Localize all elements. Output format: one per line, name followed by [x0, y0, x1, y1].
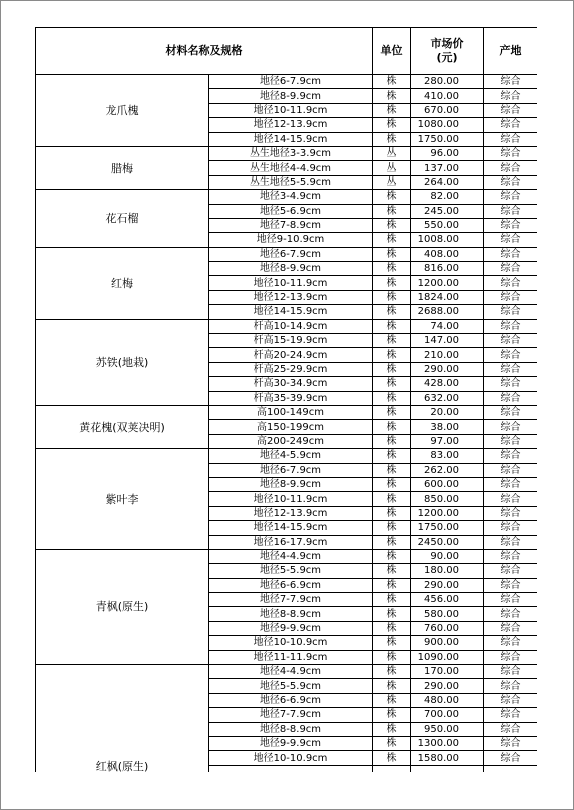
origin-cell: 综合: [484, 434, 538, 448]
spec-cell: 地径5-5.9cm: [209, 564, 373, 578]
unit-cell: 株: [373, 405, 411, 419]
empty-cell: [209, 765, 373, 772]
table-body: [36, 75, 538, 773]
material-name-cell: 红梅: [36, 247, 209, 319]
origin-cell: 综合: [484, 161, 538, 175]
price-cell: 1750.00: [411, 132, 484, 146]
price-sheet: [35, 27, 537, 772]
table-row: [36, 190, 538, 204]
unit-cell: 株: [373, 75, 411, 89]
spec-cell: 丛生地径3-3.9cm: [209, 146, 373, 160]
origin-cell: 综合: [484, 736, 538, 750]
spec-cell: 地径6-6.9cm: [209, 693, 373, 707]
spec-cell: 高200-249cm: [209, 434, 373, 448]
spec-cell: 地径16-17.9cm: [209, 535, 373, 549]
origin-cell: 综合: [484, 679, 538, 693]
spec-cell: 地径10-11.9cm: [209, 492, 373, 506]
spec-cell: 高150-199cm: [209, 420, 373, 434]
origin-cell: 综合: [484, 305, 538, 319]
unit-cell: 株: [373, 377, 411, 391]
table-row: [36, 549, 538, 563]
header-price-line1: 市场价: [430, 37, 464, 50]
spec-cell: 地径10-11.9cm: [209, 103, 373, 117]
origin-cell: 综合: [484, 132, 538, 146]
price-cell: 480.00: [411, 693, 484, 707]
table-row: [36, 247, 538, 261]
price-cell: 97.00: [411, 434, 484, 448]
unit-cell: 株: [373, 190, 411, 204]
origin-cell: 综合: [484, 276, 538, 290]
price-cell: 96.00: [411, 146, 484, 160]
price-cell: 550.00: [411, 218, 484, 232]
price-cell: 20.00: [411, 405, 484, 419]
unit-cell: 株: [373, 305, 411, 319]
unit-cell: 株: [373, 319, 411, 333]
material-name-cell: 红枫(原生): [36, 665, 209, 772]
origin-cell: 综合: [484, 708, 538, 722]
material-name-cell: 腊梅: [36, 146, 209, 189]
origin-cell: 综合: [484, 535, 538, 549]
price-cell: 1580.00: [411, 751, 484, 765]
spec-cell: 地径11-11.9cm: [209, 650, 373, 664]
price-cell: 760.00: [411, 621, 484, 635]
price-cell: 290.00: [411, 679, 484, 693]
unit-cell: 株: [373, 477, 411, 491]
table-row: [36, 405, 538, 419]
unit-cell: 株: [373, 578, 411, 592]
unit-cell: 株: [373, 636, 411, 650]
price-cell: 428.00: [411, 377, 484, 391]
origin-cell: 综合: [484, 578, 538, 592]
unit-cell: 丛: [373, 146, 411, 160]
unit-cell: 株: [373, 665, 411, 679]
price-cell: 1300.00: [411, 736, 484, 750]
empty-cell: [484, 765, 538, 772]
origin-cell: 综合: [484, 405, 538, 419]
unit-cell: 株: [373, 118, 411, 132]
table-header-row: [36, 28, 538, 75]
origin-cell: 综合: [484, 506, 538, 520]
origin-cell: 综合: [484, 247, 538, 261]
spec-cell: 地径4-5.9cm: [209, 449, 373, 463]
price-cell: 1008.00: [411, 233, 484, 247]
price-cell: 264.00: [411, 175, 484, 189]
unit-cell: 株: [373, 391, 411, 405]
unit-cell: 株: [373, 535, 411, 549]
unit-cell: 株: [373, 693, 411, 707]
unit-cell: 株: [373, 276, 411, 290]
origin-cell: 综合: [484, 607, 538, 621]
spec-cell: 地径8-8.9cm: [209, 722, 373, 736]
unit-cell: 株: [373, 362, 411, 376]
header-price: [411, 28, 484, 75]
origin-cell: 综合: [484, 377, 538, 391]
price-cell: 262.00: [411, 463, 484, 477]
unit-cell: 株: [373, 521, 411, 535]
price-cell: 700.00: [411, 708, 484, 722]
unit-cell: 株: [373, 218, 411, 232]
origin-cell: 综合: [484, 751, 538, 765]
origin-cell: 综合: [484, 621, 538, 635]
origin-cell: 综合: [484, 190, 538, 204]
unit-cell: 株: [373, 736, 411, 750]
origin-cell: 综合: [484, 233, 538, 247]
origin-cell: 综合: [484, 89, 538, 103]
unit-cell: 株: [373, 506, 411, 520]
spec-cell: 地径4-4.9cm: [209, 549, 373, 563]
header-price-line2: (元): [436, 51, 458, 64]
empty-cell: [411, 765, 484, 772]
spec-cell: 地径14-15.9cm: [209, 132, 373, 146]
spec-cell: 丛生地径4-4.9cm: [209, 161, 373, 175]
price-cell: 290.00: [411, 362, 484, 376]
price-cell: 137.00: [411, 161, 484, 175]
spec-cell: 地径6-7.9cm: [209, 463, 373, 477]
origin-cell: 综合: [484, 492, 538, 506]
spec-cell: 地径6-7.9cm: [209, 75, 373, 89]
material-name-cell: 苏铁(地栽): [36, 319, 209, 405]
unit-cell: 株: [373, 290, 411, 304]
origin-cell: 综合: [484, 319, 538, 333]
spec-cell: 地径4-4.9cm: [209, 665, 373, 679]
price-cell: 1200.00: [411, 506, 484, 520]
table-row: [36, 75, 538, 89]
price-cell: 2688.00: [411, 305, 484, 319]
price-table: [35, 27, 537, 772]
unit-cell: 株: [373, 233, 411, 247]
price-cell: 90.00: [411, 549, 484, 563]
spec-cell: 地径5-5.9cm: [209, 679, 373, 693]
origin-cell: 综合: [484, 722, 538, 736]
spec-cell: 地径7-7.9cm: [209, 708, 373, 722]
material-name-cell: 花石榴: [36, 190, 209, 248]
unit-cell: 株: [373, 132, 411, 146]
spec-cell: 高100-149cm: [209, 405, 373, 419]
origin-cell: 综合: [484, 175, 538, 189]
spec-cell: 杆高20-24.9cm: [209, 348, 373, 362]
price-cell: 290.00: [411, 578, 484, 592]
spec-cell: 地径9-10.9cm: [209, 233, 373, 247]
price-cell: 950.00: [411, 722, 484, 736]
unit-cell: 株: [373, 89, 411, 103]
price-cell: 1200.00: [411, 276, 484, 290]
spec-cell: 地径14-15.9cm: [209, 521, 373, 535]
unit-cell: 株: [373, 463, 411, 477]
spec-cell: 地径12-13.9cm: [209, 506, 373, 520]
origin-cell: 综合: [484, 290, 538, 304]
origin-cell: 综合: [484, 118, 538, 132]
origin-cell: 综合: [484, 362, 538, 376]
spec-cell: 地径6-7.9cm: [209, 247, 373, 261]
spec-cell: 地径10-11.9cm: [209, 276, 373, 290]
unit-cell: 株: [373, 449, 411, 463]
spec-cell: 地径3-4.9cm: [209, 190, 373, 204]
spec-cell: 地径5-6.9cm: [209, 204, 373, 218]
spec-cell: 杆高15-19.9cm: [209, 334, 373, 348]
spec-cell: 丛生地径5-5.9cm: [209, 175, 373, 189]
spec-cell: 地径8-8.9cm: [209, 607, 373, 621]
unit-cell: 株: [373, 564, 411, 578]
price-cell: 210.00: [411, 348, 484, 362]
price-cell: 410.00: [411, 89, 484, 103]
unit-cell: 丛: [373, 161, 411, 175]
price-cell: 580.00: [411, 607, 484, 621]
origin-cell: 综合: [484, 348, 538, 362]
price-cell: 280.00: [411, 75, 484, 89]
unit-cell: 丛: [373, 175, 411, 189]
unit-cell: 株: [373, 679, 411, 693]
spec-cell: 地径7-7.9cm: [209, 593, 373, 607]
unit-cell: 株: [373, 420, 411, 434]
origin-cell: 综合: [484, 549, 538, 563]
table-row: [36, 146, 538, 160]
spec-cell: 地径12-13.9cm: [209, 290, 373, 304]
price-cell: 670.00: [411, 103, 484, 117]
price-cell: 816.00: [411, 262, 484, 276]
origin-cell: 综合: [484, 477, 538, 491]
price-cell: 408.00: [411, 247, 484, 261]
origin-cell: 综合: [484, 420, 538, 434]
price-cell: 2450.00: [411, 535, 484, 549]
origin-cell: 综合: [484, 650, 538, 664]
price-cell: 1080.00: [411, 118, 484, 132]
price-cell: 632.00: [411, 391, 484, 405]
spec-cell: 地径8-9.9cm: [209, 262, 373, 276]
origin-cell: 综合: [484, 665, 538, 679]
unit-cell: 株: [373, 492, 411, 506]
origin-cell: 综合: [484, 334, 538, 348]
price-cell: 1750.00: [411, 521, 484, 535]
origin-cell: 综合: [484, 218, 538, 232]
unit-cell: 株: [373, 204, 411, 218]
unit-cell: 株: [373, 722, 411, 736]
origin-cell: 综合: [484, 75, 538, 89]
origin-cell: 综合: [484, 204, 538, 218]
origin-cell: 综合: [484, 146, 538, 160]
spec-cell: 杆高30-34.9cm: [209, 377, 373, 391]
unit-cell: 株: [373, 708, 411, 722]
spec-cell: 杆高10-14.9cm: [209, 319, 373, 333]
origin-cell: 综合: [484, 449, 538, 463]
origin-cell: 综合: [484, 103, 538, 117]
price-cell: 180.00: [411, 564, 484, 578]
unit-cell: 株: [373, 751, 411, 765]
empty-cell: [373, 765, 411, 772]
table-row: [36, 665, 538, 679]
price-cell: 456.00: [411, 593, 484, 607]
material-name-cell: 紫叶李: [36, 449, 209, 550]
unit-cell: 株: [373, 247, 411, 261]
spec-cell: 地径7-8.9cm: [209, 218, 373, 232]
header-name-spec: 材料名称及规格: [36, 28, 373, 75]
spec-cell: 地径8-9.9cm: [209, 89, 373, 103]
spec-cell: 地径14-15.9cm: [209, 305, 373, 319]
spec-cell: 地径8-9.9cm: [209, 477, 373, 491]
header-unit: 单位: [373, 28, 411, 75]
unit-cell: 株: [373, 334, 411, 348]
unit-cell: 株: [373, 103, 411, 117]
price-cell: 850.00: [411, 492, 484, 506]
origin-cell: 综合: [484, 636, 538, 650]
unit-cell: 株: [373, 434, 411, 448]
material-name-cell: 龙爪槐: [36, 75, 209, 147]
spec-cell: 地径6-6.9cm: [209, 578, 373, 592]
spec-cell: 杆高25-29.9cm: [209, 362, 373, 376]
origin-cell: 综合: [484, 564, 538, 578]
origin-cell: 综合: [484, 693, 538, 707]
unit-cell: 株: [373, 348, 411, 362]
unit-cell: 株: [373, 593, 411, 607]
price-cell: 74.00: [411, 319, 484, 333]
price-cell: 147.00: [411, 334, 484, 348]
unit-cell: 株: [373, 607, 411, 621]
price-cell: 900.00: [411, 636, 484, 650]
material-name-cell: 黄花槐(双荚决明): [36, 405, 209, 448]
header-origin: 产地: [484, 28, 538, 75]
unit-cell: 株: [373, 650, 411, 664]
spec-cell: 地径10-10.9cm: [209, 636, 373, 650]
origin-cell: 综合: [484, 262, 538, 276]
table-row: [36, 319, 538, 333]
origin-cell: 综合: [484, 593, 538, 607]
spec-cell: 杆高35-39.9cm: [209, 391, 373, 405]
spec-cell: 地径9-9.9cm: [209, 736, 373, 750]
price-cell: 245.00: [411, 204, 484, 218]
price-cell: 38.00: [411, 420, 484, 434]
price-cell: 1824.00: [411, 290, 484, 304]
origin-cell: 综合: [484, 521, 538, 535]
material-name-cell: 青枫(原生): [36, 549, 209, 664]
price-cell: 600.00: [411, 477, 484, 491]
price-cell: 82.00: [411, 190, 484, 204]
spec-cell: 地径9-9.9cm: [209, 621, 373, 635]
origin-cell: 综合: [484, 391, 538, 405]
spec-cell: 地径10-10.9cm: [209, 751, 373, 765]
price-cell: 83.00: [411, 449, 484, 463]
price-cell: 170.00: [411, 665, 484, 679]
unit-cell: 株: [373, 621, 411, 635]
spec-cell: 地径12-13.9cm: [209, 118, 373, 132]
unit-cell: 株: [373, 262, 411, 276]
origin-cell: 综合: [484, 463, 538, 477]
unit-cell: 株: [373, 549, 411, 563]
price-cell: 1090.00: [411, 650, 484, 664]
table-row: [36, 449, 538, 463]
